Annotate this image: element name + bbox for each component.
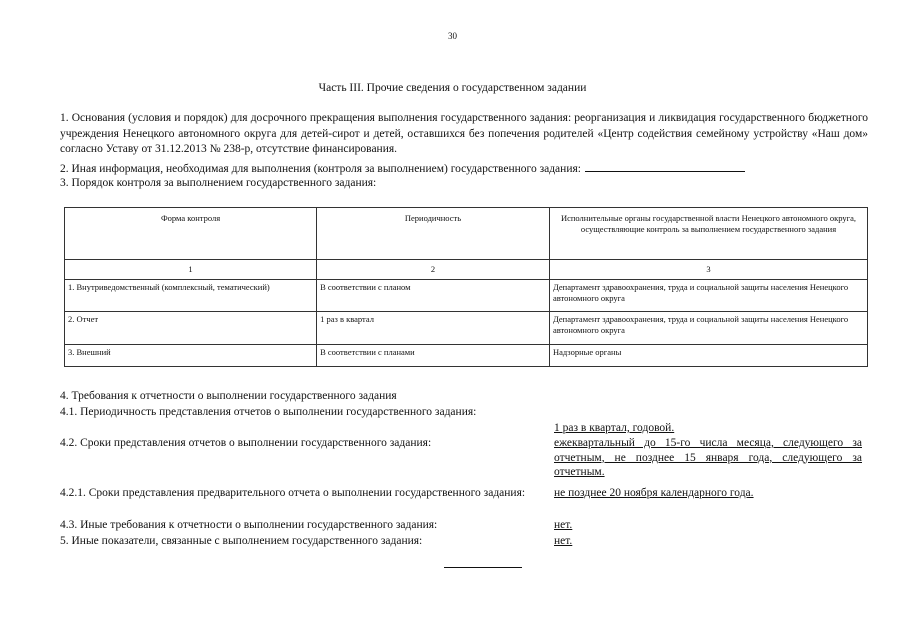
header-cell: Форма контроля	[65, 208, 317, 260]
table-cell: В соответствии с планами	[317, 345, 550, 367]
table-cell: 1. Внутриведомственный (комплексный, тематический)	[65, 280, 317, 312]
section-title: Часть III. Прочие сведения о государственном задании	[318, 82, 587, 94]
item-4-2-value: ежеквартальный до 15-го числа месяца, следующего за отчетным, не позднее 15 января года, следующего за отчетным.	[554, 437, 862, 478]
table-cell: 3. Внешний	[65, 345, 317, 367]
table-cell: Департамент здравоохранения, труда и социальной защиты населения Ненецкого автономного округа	[549, 312, 867, 345]
blank-line	[585, 160, 745, 172]
item-5-value: нет.	[554, 535, 573, 547]
item-5-label: 5. Иные показатели, связанные с выполнением государственного задания:	[60, 535, 423, 547]
column-number: 1	[65, 260, 317, 280]
table-row	[65, 312, 868, 345]
item-4-2-1-label: 4.2.1. Сроки представления предварительного отчета о выполнении государственного задания:	[60, 487, 526, 499]
header-cell: Периодичность	[317, 208, 550, 260]
item-4-heading: 4. Требования к отчетности о выполнении государственного задания	[60, 390, 397, 402]
column-number: 2	[317, 260, 550, 280]
table-cell: Надзорные органы	[549, 345, 867, 367]
column-number: 3	[549, 260, 867, 280]
table-cell: В соответствии с планом	[317, 280, 550, 312]
item-2-text: 2. Иная информация, необходимая для выполнения (контроля за выполнением) государственного задания:	[60, 163, 581, 175]
item-4-3-label: 4.3. Иные требования к отчетности о выполнении государственного задания:	[60, 519, 438, 531]
closing-rule	[444, 566, 522, 568]
header-cell: Исполнительные органы государственной власти Ненецкого автономного округа, осуществляющие контроль за выполнением государственного задания	[549, 208, 867, 260]
table-cell: 1 раз в квартал	[317, 312, 550, 345]
item-4-2-label: 4.2. Сроки представления отчетов о выполнении государственного задания:	[60, 437, 432, 449]
table-row	[65, 280, 868, 312]
table-cell: Департамент здравоохранения, труда и социальной защиты населения Ненецкого автономного округа	[549, 280, 867, 312]
item-4-1-label: 4.1. Периодичность представления отчетов о выполнении государственного задания:	[60, 406, 477, 418]
table-cell: 2. Отчет	[65, 312, 317, 345]
table-row	[65, 345, 868, 367]
column-number-row	[65, 260, 868, 280]
item-1-termination-grounds: 1. Основания (условия и порядок) для досрочного прекращения выполнения государственного задания: реорганизация и ликвидация государственного бюджетного учреждения Ненецкого автономного округа для детей-сирот и детей, оставшихся без попечения родителей «Центр содействия семейному устройству «Наш дом» согласно Уставу от 31.12.2013 № 238-р, отсутствие финансирования.	[60, 112, 868, 155]
page-number: 30	[448, 31, 457, 41]
item-4-3-value: нет.	[554, 519, 573, 531]
item-4-2-1-value: не позднее 20 ноября календарного года.	[554, 487, 754, 499]
control-table	[64, 207, 868, 367]
table-header-row	[65, 208, 868, 260]
item-2-line	[60, 160, 745, 178]
item-3-text: 3. Порядок контроля за выполнением государственного задания:	[60, 177, 377, 189]
item-4-1-value: 1 раз в квартал, годовой.	[554, 422, 675, 434]
